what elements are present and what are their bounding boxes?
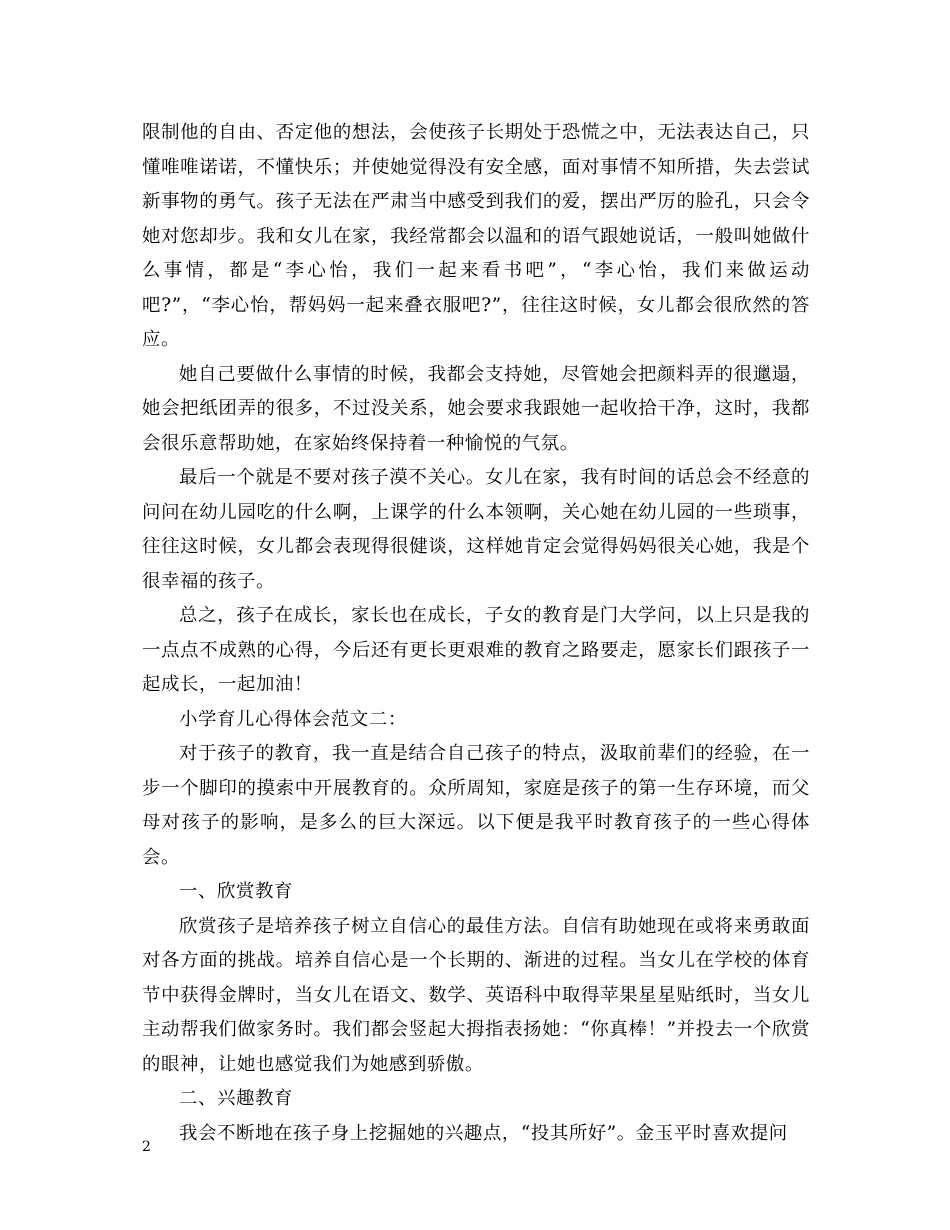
section-heading-example-two: 小学育儿心得体会范文二： xyxy=(179,708,407,730)
paragraph-1: 限制他的自由、否定他的想法，会使孩子长期处于恐慌之中，无法表达自己，只懂唯唯诺诺，不懂快乐；并使她觉得没有安全感，面对事情不知所措，失去尝试新事物的勇气。孩子无法在严肃当中感受到我们的爱，摆出严厉的脸孔，只会令她对您却步。我和女儿在家，我经常都会以温和的语气跟她说话，一般叫她做什么事情，都是“李心怡，我们一起来看书吧”，“李心怡，我们来做运动吧?”，“李心怡，帮妈妈一起来叠衣服吧?”，往往这时候，女儿都会很欣然的答应。 xyxy=(142,122,810,350)
document-body xyxy=(142,116,810,1151)
section-heading-appreciation: 一、欣赏教育 xyxy=(179,881,293,902)
paragraph-5: 对于孩子的教育，我一直是结合自己孩子的特点，汲取前辈们的经验，在一步一个脚印的摸索中开展教育的。众所周知，家庭是孩子的第一生存环境，而父母对孩子的影响，是多么的巨大深远。以下便是我平时教育孩子的一些心得体会。 xyxy=(142,743,810,868)
paragraph-6: 欣赏孩子是培养孩子树立自信心的最佳方法。自信有助她现在或将来勇敢面对各方面的挑战。培养自信心是一个长期的、渐进的过程。当女儿在学校的体育节中获得金牌时，当女儿在语文、数学、英语科中取得苹果星星贴纸时，当女儿主动帮我们做家务时。我们都会竖起大拇指表扬她：“你真棒！”并投去一个欣赏的眼神，让她也感觉我们为她感到骄傲。 xyxy=(142,915,810,1075)
paragraph-7: 我会不断地在孩子身上挖掘她的兴趣点，“投其所好”。金玉平时喜欢提问 xyxy=(179,1122,788,1144)
paragraph-3: 最后一个就是不要对孩子漠不关心。女儿在家，我有时间的话总会不经意的问问在幼儿园吃的什么啊，上课学的什么本领啊，关心她在幼儿园的一些琐事，往往这时候，女儿都会表现得很健谈，这样她肯定会觉得妈妈很关心她，我是个很幸福的孩子。 xyxy=(142,467,810,592)
paragraph-4: 总之，孩子在成长，家长也在成长，子女的教育是门大学问，以上只是我的一点点不成熟的心得，今后还有更长更艰难的教育之路要走，愿家长们跟孩子一起成长，一起加油！ xyxy=(142,605,810,695)
paragraph-2: 她自己要做什么事情的时候，我都会支持她，尽管她会把颜料弄的很邋遢，她会把纸团弄的很多，不过没关系，她会要求我跟她一起收拾干净，这时，我都会很乐意帮助她，在家始终保持着一种愉悦的气氛。 xyxy=(142,363,810,454)
section-heading-interest: 二、兴趣教育 xyxy=(179,1088,293,1109)
page-number: 2 xyxy=(142,1139,151,1155)
